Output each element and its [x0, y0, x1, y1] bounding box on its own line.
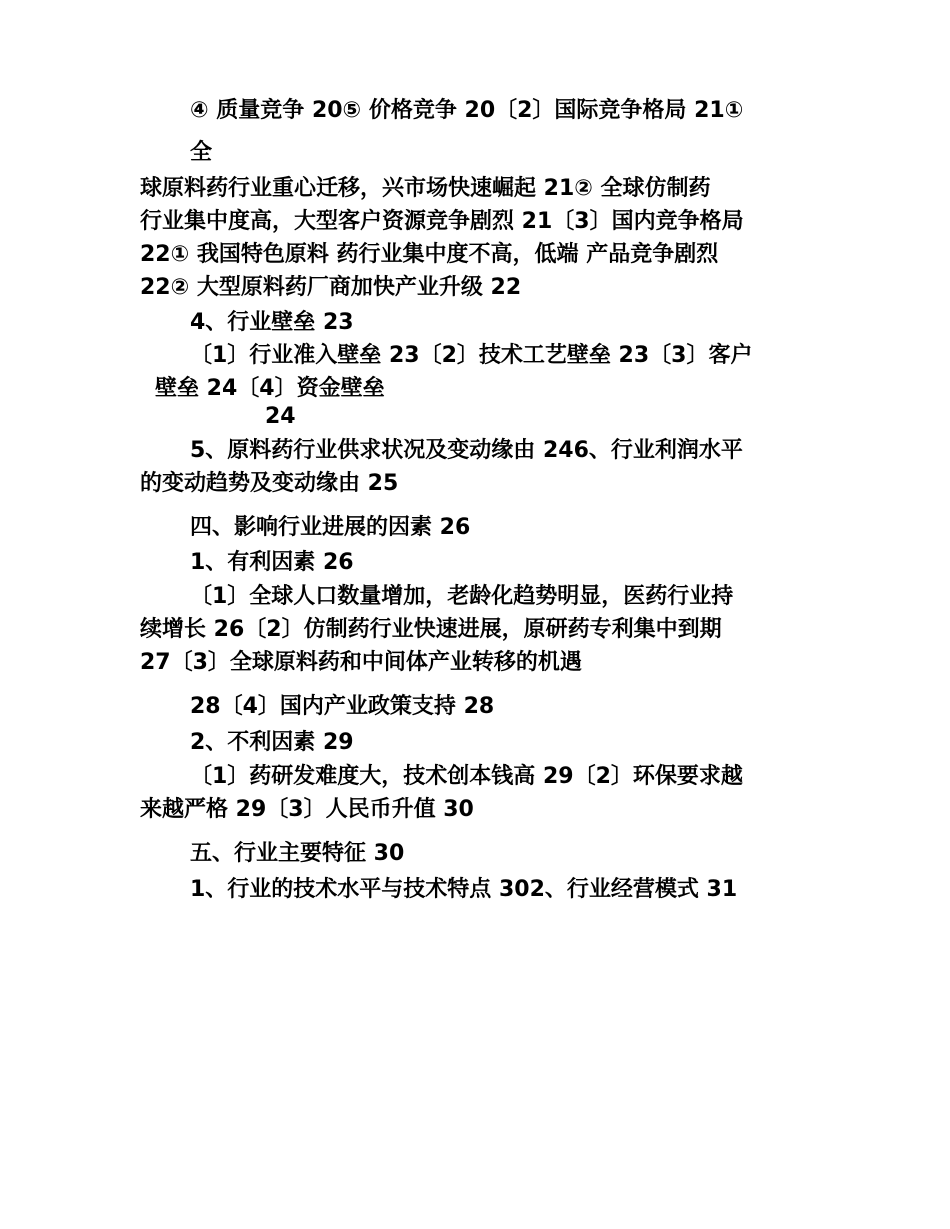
toc-line: 2、不利因素 29	[190, 730, 354, 755]
toc-line: 24	[265, 404, 296, 429]
toc-line: 1、有利因素 26	[190, 550, 354, 575]
toc-line: 全	[190, 140, 213, 165]
toc-line: 22② 大型原料药厂商加快产业升级 22	[140, 275, 522, 300]
toc-line: 四、影响行业进展的因素 26	[190, 515, 471, 540]
toc-line: 球原料药行业重心迁移，兴市场快速崛起 21② 全球仿制药	[140, 176, 711, 201]
toc-line: 27〔3〕全球原料药和中间体产业转移的机遇	[140, 650, 582, 675]
toc-line: 〔1〕药研发难度大，技术创本钱高 29〔2〕环保要求越	[190, 764, 743, 789]
toc-line: 的变动趋势及变动缘由 25	[140, 471, 399, 496]
toc-line: 1、行业的技术水平与技术特点 302、行业经营模式 31	[190, 877, 738, 902]
toc-line: 〔1〕全球人口数量增加，老龄化趋势明显，医药行业持	[190, 584, 734, 609]
toc-line: 5、原料药行业供求状况及变动缘由 246、行业利润水平	[190, 438, 743, 463]
toc-line: 行业集中度高，大型客户资源竞争剧烈 21〔3〕国内竞争格局	[140, 209, 744, 234]
toc-line: 28〔4〕国内产业政策支持 28	[190, 694, 495, 719]
toc-line: ④ 质量竞争 20⑤ 价格竞争 20〔2〕国际竞争格局 21①	[190, 98, 744, 123]
toc-line: 〔1〕行业准入壁垒 23〔2〕技术工艺壁垒 23〔3〕客户	[190, 343, 753, 368]
toc-line: 续增长 26〔2〕仿制药行业快速进展，原研药专利集中到期	[140, 617, 722, 642]
toc-line: 4、行业壁垒 23	[190, 310, 354, 335]
toc-line: 五、行业主要特征 30	[190, 841, 405, 866]
toc-line: 壁垒 24〔4〕资金壁垒	[155, 376, 385, 401]
toc-line: 22① 我国特色原料 药行业集中度不高，低端 产品竞争剧烈	[140, 242, 719, 267]
toc-line: 来越严格 29〔3〕人民币升值 30	[140, 797, 474, 822]
